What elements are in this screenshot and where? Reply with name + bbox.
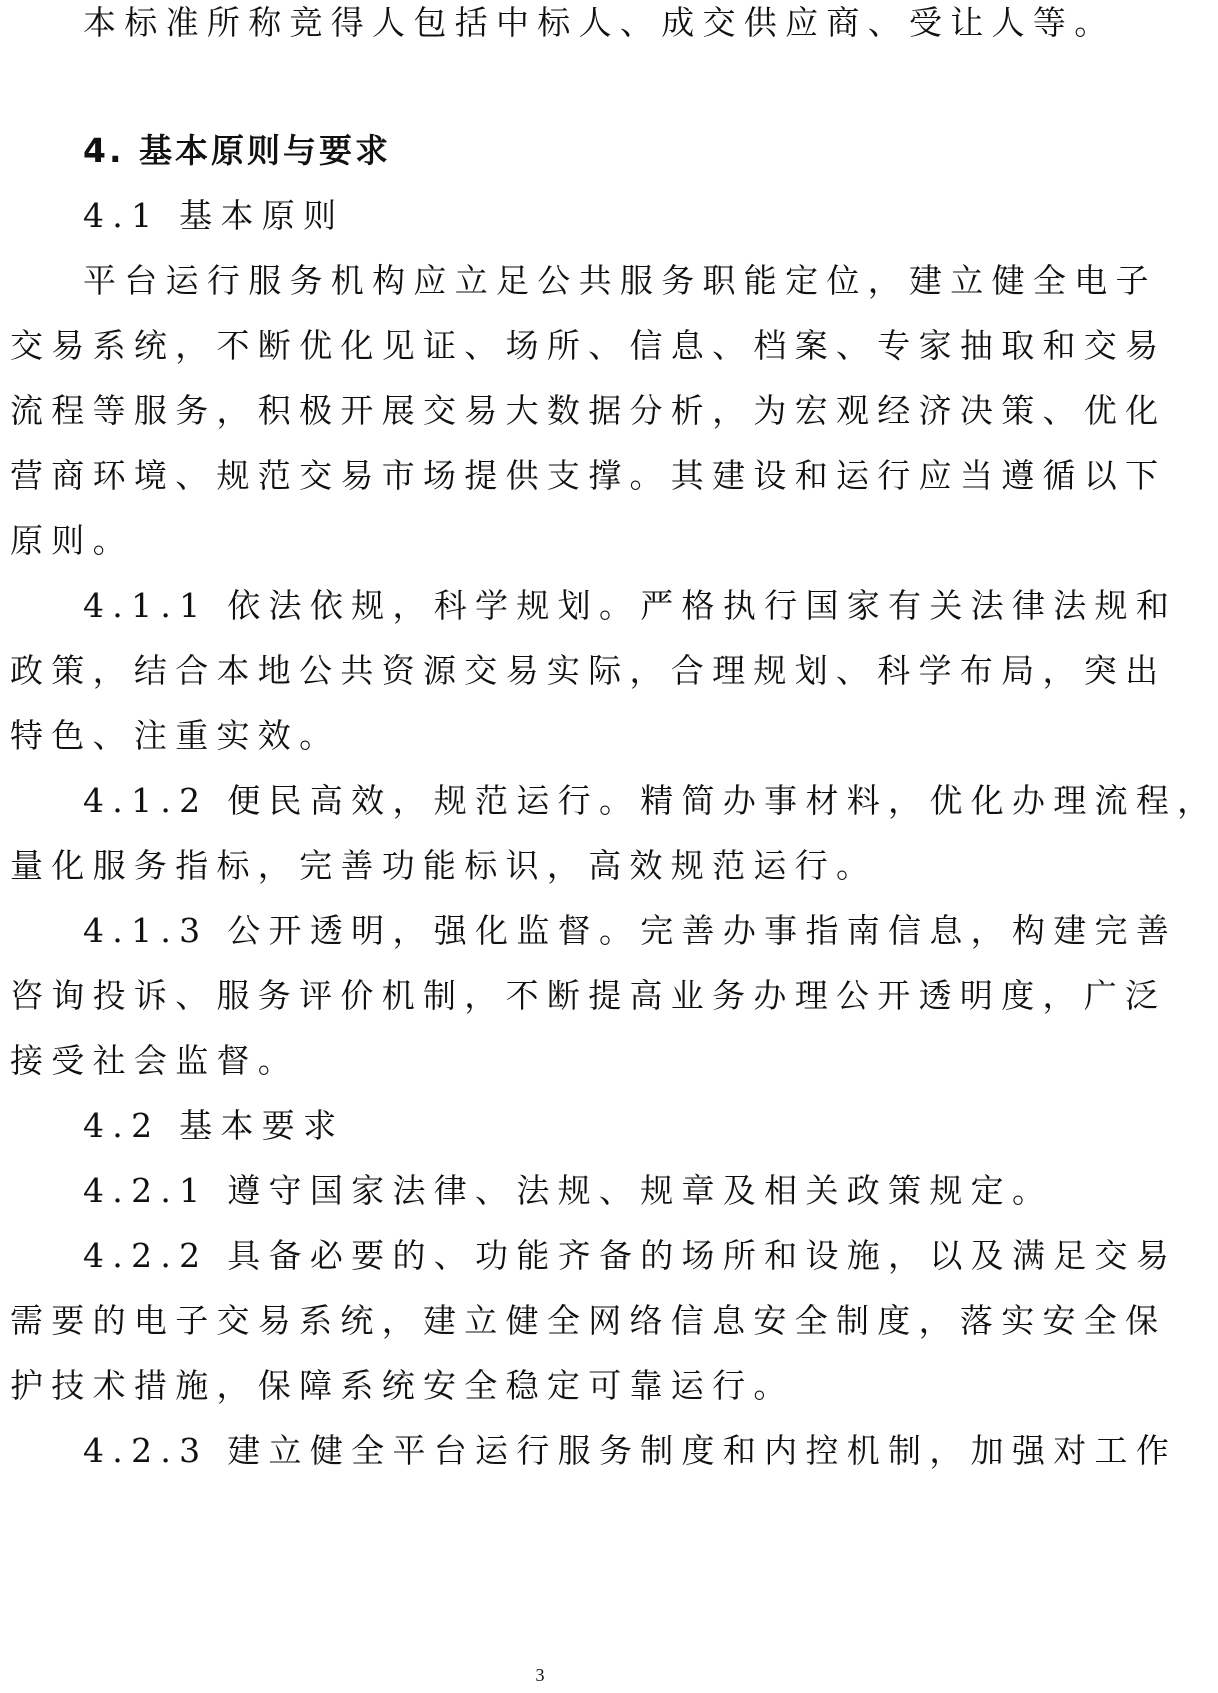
- paragraph-line: 特色、注重实效。: [10, 716, 341, 755]
- paragraph-line: 4.2.3 建立健全平台运行服务制度和内控机制，加强对工作: [83, 1431, 1178, 1470]
- subsection-heading: 4.1 基本原则: [83, 196, 345, 235]
- paragraph-line: 4.2.2 具备必要的、功能齐备的场所和设施，以及满足交易: [83, 1236, 1178, 1275]
- paragraph-line: 流程等服务，积极开展交易大数据分析，为宏观经济决策、优化: [10, 391, 1167, 430]
- paragraph-line: 交易系统，不断优化见证、场所、信息、档案、专家抽取和交易: [10, 326, 1167, 365]
- paragraph-line: 4.2.1 遵守国家法律、法规、规章及相关政策规定。: [83, 1171, 1054, 1210]
- paragraph-line: 4.1.3 公开透明，强化监督。完善办事指南信息，构建完善: [83, 911, 1178, 950]
- paragraph-line: 平台运行服务机构应立足公共服务职能定位，建立健全电子: [83, 261, 1157, 300]
- paragraph-line: 营商环境、规范交易市场提供支撑。其建设和运行应当遵循以下: [10, 456, 1167, 495]
- paragraph-line: 本标准所称竞得人包括中标人、成交供应商、受让人等。: [83, 3, 1116, 42]
- paragraph-line: 4.1.2 便民高效，规范运行。精简办事材料，优化办理流程，: [83, 781, 1218, 820]
- paragraph-line: 原则。: [10, 521, 134, 560]
- section-heading: 4. 基本原则与要求: [83, 131, 391, 170]
- page-number: 3: [535, 1665, 545, 1685]
- subsection-heading: 4.2 基本要求: [83, 1106, 345, 1145]
- paragraph-line: 4.1.1 依法依规，科学规划。严格执行国家有关法律法规和: [83, 586, 1178, 625]
- paragraph-line: 咨询投诉、服务评价机制，不断提高业务办理公开透明度，广泛: [10, 976, 1167, 1015]
- paragraph-line: 需要的电子交易系统，建立健全网络信息安全制度，落实安全保: [10, 1301, 1167, 1340]
- paragraph-line: 量化服务指标，完善功能标识，高效规范运行。: [10, 846, 878, 885]
- paragraph-line: 护技术措施，保障系统安全稳定可靠运行。: [10, 1366, 795, 1405]
- paragraph-line: 政策，结合本地公共资源交易实际，合理规划、科学布局，突出: [10, 651, 1167, 690]
- paragraph-line: 接受社会监督。: [10, 1041, 300, 1080]
